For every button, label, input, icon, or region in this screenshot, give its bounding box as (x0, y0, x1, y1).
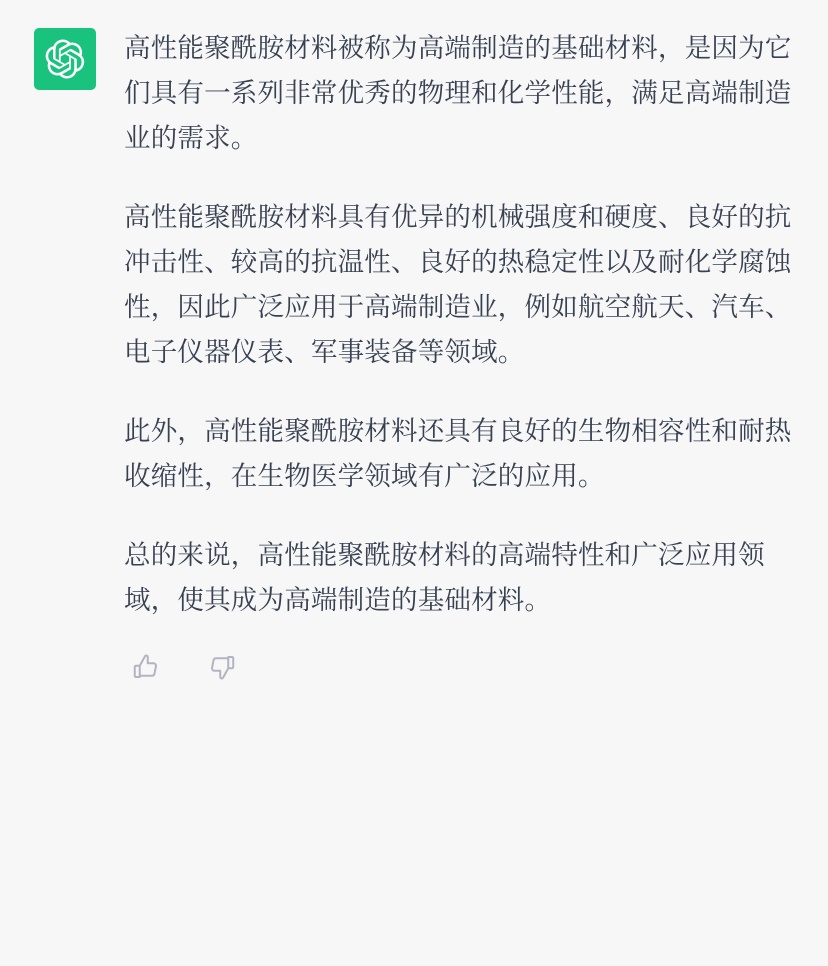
message-actions (124, 649, 798, 685)
message-content (124, 26, 798, 685)
thumbs-up-button[interactable] (128, 649, 164, 685)
thumbs-down-button[interactable] (204, 649, 240, 685)
message-paragraph: 此外，高性能聚酰胺材料还具有良好的生物相容性和耐热收缩性，在生物医学领域有广泛的应用。 (124, 416, 792, 491)
openai-logo-icon (45, 39, 85, 79)
thumbs-down-icon (207, 652, 237, 682)
message-paragraph: 总的来说，高性能聚酰胺材料的高端特性和广泛应用领域，使其成为高端制造的基础材料。 (124, 540, 765, 615)
avatar (34, 28, 96, 90)
message-paragraph: 高性能聚酰胺材料具有优异的机械强度和硬度、良好的抗冲击性、较高的抗温性、良好的热稳定性以及耐化学腐蚀性，因此广泛应用于高端制造业，例如航空航天、汽车、电子仪器仪表、军事装备等领域。 (124, 202, 792, 367)
message-paragraph: 高性能聚酰胺材料被称为高端制造的基础材料，是因为它们具有一系列非常优秀的物理和化学性能，满足高端制造业的需求。 (124, 33, 792, 153)
thumbs-up-icon (131, 652, 161, 682)
